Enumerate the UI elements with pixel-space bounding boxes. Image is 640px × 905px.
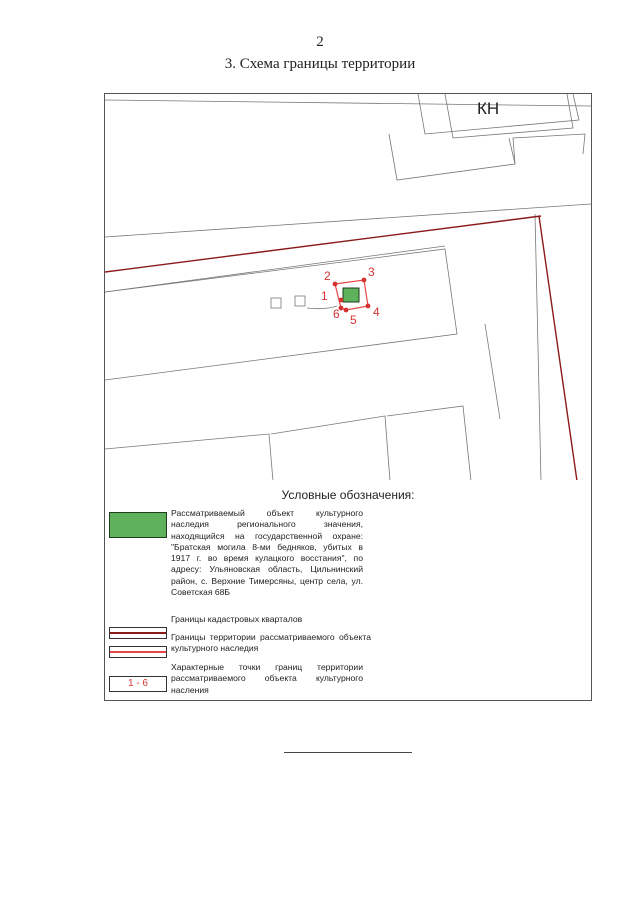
legend-symbol-heritage-object [109,512,167,538]
map-svg [105,94,591,481]
signature-line [284,752,412,753]
plot-line [485,324,500,419]
plot-outline [389,134,585,180]
street-line [105,100,591,106]
point-label-5: 5 [350,313,357,327]
point-label-2: 2 [324,269,331,283]
block-edge [105,246,445,292]
building-label: КН [477,99,500,118]
point-marker [362,278,367,283]
point-label-3: 3 [368,265,375,279]
cadastral-boundary-line [105,216,541,272]
legend [104,480,592,701]
legend-text-cadastral: Границы кадастровых кварталов [171,614,303,624]
heritage-object [343,288,359,302]
legend-text-points: Характерные точки границ территории рассматриваемого объекта культурного насления [171,662,363,695]
point-marker [344,308,349,313]
point-marker [366,304,371,309]
lower-plot [271,416,390,481]
lower-plot [387,406,471,481]
small-structure [271,298,281,308]
boundary-scheme-map [104,93,592,482]
plot-line [535,214,541,481]
point-label-6: 6 [333,307,340,321]
legend-title: Условные обозначения: [281,488,415,502]
road-edge [105,204,591,237]
page-number: 2 [316,34,324,50]
legend-text-boundary: Границы территории рассматриваемого объекта культурного наследия [171,632,371,654]
point-marker [339,298,344,303]
legend-text-heritage-object: Рассматриваемый объект культурного наследия регионального значения, находящийся на государственной охране: "Братская могила 8-ми бедняков, убитых в 1917 г. во время кулацкого восстания", по адресу: Ульяновская область, Цильнинский район, с. Верхние Тимерсяны, центр села, ул. Советская 68Б [171,508,363,598]
small-structure [295,296,305,306]
page-title: 3. Схема границы территории [224,56,416,72]
point-label-4: 4 [373,305,380,319]
point-label-1: 1 [321,289,328,303]
point-marker [333,282,338,287]
legend-symbol-boundary-line [109,646,167,658]
cadastral-boundary-line [539,216,577,481]
building-outline-inner [445,94,573,138]
legend-symbol-cadastral-line [109,627,167,639]
legend-symbol-points: 1 - 6 [109,676,167,692]
block-outline [105,249,457,380]
lower-plot [105,434,273,481]
